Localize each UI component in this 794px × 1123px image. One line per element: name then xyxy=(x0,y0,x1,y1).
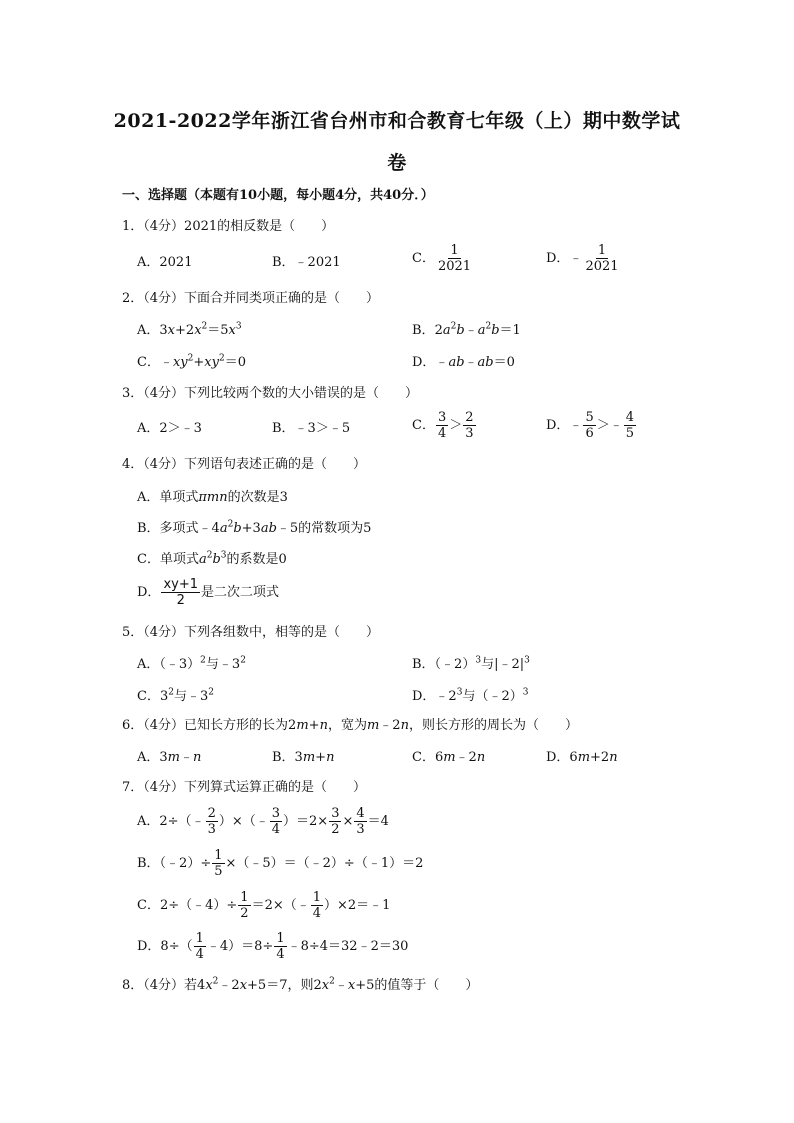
q5-option-d: D．$﹣2^3$与（﹣2）$^3$ xyxy=(412,687,529,704)
exam-title-line1: 2021-2022学年浙江省台州市和合教育七年级（上）期中数学试 xyxy=(113,110,681,132)
q1-option-a: A．2021 xyxy=(137,255,193,270)
q7-option-d: D．8÷（ $\frac{1}{4}$ ﹣4）＝8÷ $\frac{1}{4}$ ﹣8÷4＝32﹣2＝30 xyxy=(137,931,409,962)
q2-option-c: C．$﹣xy^2+xy^2=0$ xyxy=(137,353,246,370)
fraction: $\frac{3}{2}$ xyxy=(331,806,340,837)
q3-option-b: B．﹣3＞﹣5 xyxy=(272,421,351,436)
q6-option-b: B．3m+n xyxy=(272,750,335,765)
question-4-stem: 4．（4分）下列语句表述正确的是（ ） xyxy=(122,457,367,472)
q7-option-a: A．2÷（﹣ $\frac{2}{3}$ ）×（﹣ $\frac{3}{4}$ ）＝2× $\frac{3}{2}$ × $\frac{4}{3}$ ＝4 xyxy=(137,806,389,837)
question-1-stem: 1．（4分）2021的相反数是（ ） xyxy=(122,219,335,234)
q1-option-b: B．﹣2021 xyxy=(272,255,341,270)
q7-option-b: B．（﹣2）÷ $\frac{1}{5}$ ×（﹣5）＝（﹣2）÷（﹣1）＝2 xyxy=(137,848,424,879)
fraction: $\frac{1}{2}$ xyxy=(240,890,249,921)
q5-option-a: A．（﹣3）$^2$与$﹣3^2$ xyxy=(137,655,246,672)
fraction: $\frac{1}{5}$ xyxy=(214,848,223,879)
fraction: $\frac{2}{3}$ xyxy=(465,410,474,441)
q3-option-a: A．2＞﹣3 xyxy=(137,421,202,436)
question-7-stem: 7．（4分）下列算式运算正确的是（ ） xyxy=(122,780,367,795)
fraction: $\frac{4}{3}$ xyxy=(356,806,365,837)
fraction: $\frac{3}{4}$ xyxy=(437,410,447,441)
question-3-stem: 3．（4分）下列比较两个数的大小错误的是（ ） xyxy=(122,386,419,401)
q7-option-c: C．2÷（﹣4）÷ $\frac{1}{2}$ ＝2×（﹣ $\frac{1}{4}$ ）×2＝﹣1 xyxy=(137,890,391,921)
fraction: $\frac{1}{4}$ xyxy=(195,931,204,962)
q6-option-d: D．6m+2n xyxy=(546,750,618,765)
fraction: $\frac{1}{4}$ xyxy=(276,931,285,962)
q3-option-d: D．﹣ $\frac{5}{6}$ ＞﹣ $\frac{4}{5}$ xyxy=(546,410,635,441)
q5-option-c: C．$3^2$与$﹣3^2$ xyxy=(137,687,214,704)
fraction: $\frac{xy+1}{2}$ xyxy=(163,577,198,608)
q2-option-d: D．﹣ab﹣ab＝0 xyxy=(412,355,515,370)
fraction: $\frac{3}{4}$ xyxy=(271,806,281,837)
q3-option-c: C． $\frac{3}{4}$ ＞ $\frac{2}{3}$ xyxy=(412,410,474,441)
question-8-stem: 8．（4分）若$4x^2﹣2x+5=7$，则$2x^2﹣x+5$的值等于（ ） xyxy=(122,976,479,993)
question-5-stem: 5．（4分）下列各组数中，相等的是（ ） xyxy=(122,625,380,640)
q2-option-b: B．$2a^2b﹣a^2b=1$ xyxy=(412,321,521,338)
q5-option-b: B．（﹣2）$^3$与$|﹣2|^3$ xyxy=(412,655,530,672)
q4-option-a: A．单项式πmn的次数是3 xyxy=(137,490,288,505)
fraction: $\frac{4}{5}$ xyxy=(625,410,635,441)
question-2-stem: 2．（4分）下面合并同类项正确的是（ ） xyxy=(122,291,380,306)
fraction: $\frac{2}{3}$ xyxy=(207,806,216,837)
q1-option-c: C． $\frac{1}{2021}$ xyxy=(412,243,472,274)
section-heading: 一、选择题（本题有10小题，每小题4分，共40分．） xyxy=(122,188,434,203)
q6-option-c: C．6m﹣2n xyxy=(412,750,486,765)
fraction: $\frac{5}{6}$ xyxy=(585,410,594,441)
q4-option-c: C．单项式$a^2b^3$的系数是0 xyxy=(137,550,287,567)
fraction: $\frac{1}{2021}$ xyxy=(585,243,619,274)
question-6-stem: 6．（4分）已知长方形的长为2m+n，宽为m﹣2n，则长方形的周长为（ ） xyxy=(122,718,578,733)
q2-option-a: A．$3x+2x^2=5x^3$ xyxy=(137,321,242,338)
q6-option-a: A．3m﹣n xyxy=(137,750,202,765)
exam-title-line2: 卷 xyxy=(387,152,407,174)
q4-option-d: D． $\frac{xy+1}{2}$ 是二次二项式 xyxy=(137,577,280,608)
fraction: $\frac{1}{2021}$ xyxy=(437,243,472,274)
q1-option-d: D．﹣ $\frac{1}{2021}$ xyxy=(546,243,619,274)
fraction: $\frac{1}{4}$ xyxy=(312,890,322,921)
q4-option-b: B．多项式$﹣4a^2b+3ab﹣5$的常数项为5 xyxy=(137,519,372,536)
